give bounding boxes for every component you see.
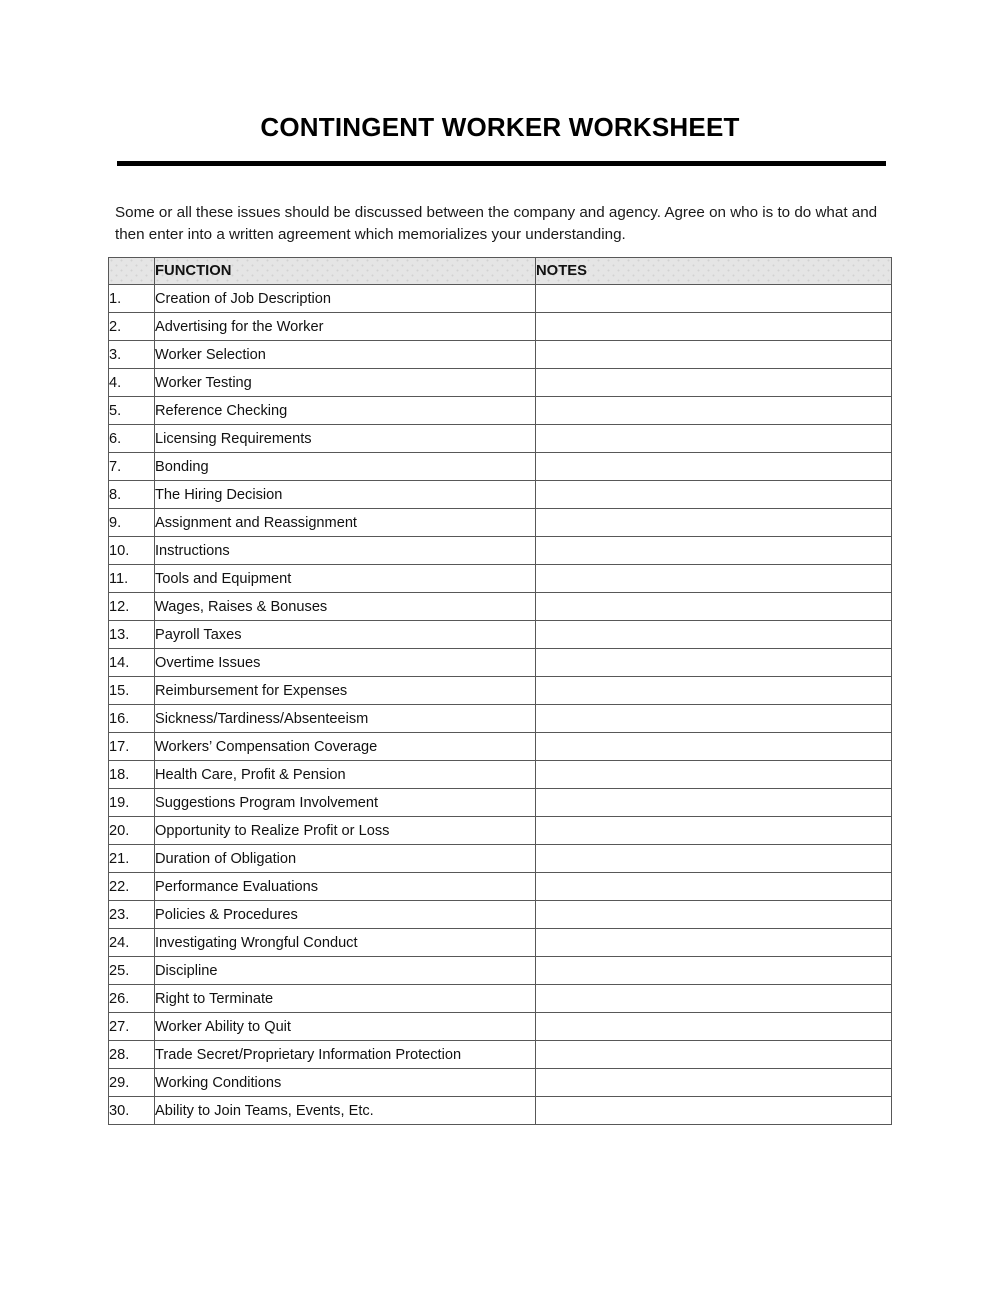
table-row	[109, 929, 892, 957]
row-function-label: Trade Secret/Proprietary Information Protection	[155, 1041, 536, 1069]
row-number: 30.	[109, 1097, 155, 1125]
table-row	[109, 565, 892, 593]
row-number: 2.	[109, 313, 155, 341]
row-function-label: Working Conditions	[155, 1069, 536, 1097]
row-notes-field[interactable]	[536, 537, 892, 565]
row-function-label: Workers’ Compensation Coverage	[155, 733, 536, 761]
row-number: 21.	[109, 845, 155, 873]
row-number: 10.	[109, 537, 155, 565]
table-header	[109, 258, 892, 285]
table-row	[109, 873, 892, 901]
table-row	[109, 313, 892, 341]
row-number: 12.	[109, 593, 155, 621]
row-notes-field[interactable]	[536, 929, 892, 957]
column-header-notes: NOTES	[536, 258, 892, 285]
row-number: 20.	[109, 817, 155, 845]
row-function-label: Worker Testing	[155, 369, 536, 397]
table-row	[109, 901, 892, 929]
row-number: 25.	[109, 957, 155, 985]
row-number: 22.	[109, 873, 155, 901]
row-number: 11.	[109, 565, 155, 593]
row-notes-field[interactable]	[536, 957, 892, 985]
column-header-number	[109, 258, 155, 285]
row-function-label: Overtime Issues	[155, 649, 536, 677]
row-notes-field[interactable]	[536, 985, 892, 1013]
table-row	[109, 341, 892, 369]
row-notes-field[interactable]	[536, 341, 892, 369]
row-number: 15.	[109, 677, 155, 705]
table-row	[109, 537, 892, 565]
table-row	[109, 957, 892, 985]
row-function-label: Reimbursement for Expenses	[155, 677, 536, 705]
row-notes-field[interactable]	[536, 1069, 892, 1097]
page-title: CONTINGENT WORKER WORKSHEET	[260, 112, 740, 142]
column-header-function: FUNCTION	[155, 258, 536, 285]
row-notes-field[interactable]	[536, 397, 892, 425]
table-row	[109, 397, 892, 425]
row-function-label: Tools and Equipment	[155, 565, 536, 593]
row-function-label: Worker Ability to Quit	[155, 1013, 536, 1041]
table-row	[109, 509, 892, 537]
worksheet-table	[108, 257, 892, 1125]
row-notes-field[interactable]	[536, 481, 892, 509]
table-row	[109, 285, 892, 313]
row-notes-field[interactable]	[536, 565, 892, 593]
row-function-label: Performance Evaluations	[155, 873, 536, 901]
row-notes-field[interactable]	[536, 509, 892, 537]
row-function-label: Assignment and Reassignment	[155, 509, 536, 537]
row-notes-field[interactable]	[536, 817, 892, 845]
row-notes-field[interactable]	[536, 677, 892, 705]
row-function-label: Reference Checking	[155, 397, 536, 425]
table-row	[109, 1069, 892, 1097]
row-notes-field[interactable]	[536, 901, 892, 929]
row-number: 5.	[109, 397, 155, 425]
row-number: 1.	[109, 285, 155, 313]
row-number: 17.	[109, 733, 155, 761]
row-function-label: Health Care, Profit & Pension	[155, 761, 536, 789]
row-notes-field[interactable]	[536, 1041, 892, 1069]
row-function-label: Suggestions Program Involvement	[155, 789, 536, 817]
row-number: 14.	[109, 649, 155, 677]
row-function-label: Discipline	[155, 957, 536, 985]
row-notes-field[interactable]	[536, 313, 892, 341]
table-header-row	[109, 258, 892, 285]
table-row	[109, 789, 892, 817]
row-function-label: Duration of Obligation	[155, 845, 536, 873]
table-row	[109, 1041, 892, 1069]
table-row	[109, 1013, 892, 1041]
table-row	[109, 453, 892, 481]
row-notes-field[interactable]	[536, 453, 892, 481]
row-function-label: Payroll Taxes	[155, 621, 536, 649]
row-number: 18.	[109, 761, 155, 789]
row-function-label: Advertising for the Worker	[155, 313, 536, 341]
row-function-label: Bonding	[155, 453, 536, 481]
table-row	[109, 733, 892, 761]
row-number: 29.	[109, 1069, 155, 1097]
table-row	[109, 761, 892, 789]
row-notes-field[interactable]	[536, 425, 892, 453]
row-function-label: Opportunity to Realize Profit or Loss	[155, 817, 536, 845]
row-notes-field[interactable]	[536, 285, 892, 313]
table-row	[109, 677, 892, 705]
row-notes-field[interactable]	[536, 761, 892, 789]
row-number: 28.	[109, 1041, 155, 1069]
table-body	[109, 285, 892, 1125]
table-row	[109, 621, 892, 649]
row-number: 24.	[109, 929, 155, 957]
row-notes-field[interactable]	[536, 621, 892, 649]
row-notes-field[interactable]	[536, 733, 892, 761]
table-row	[109, 845, 892, 873]
table-row	[109, 593, 892, 621]
row-notes-field[interactable]	[536, 1013, 892, 1041]
row-notes-field[interactable]	[536, 705, 892, 733]
row-function-label: Right to Terminate	[155, 985, 536, 1013]
row-number: 3.	[109, 341, 155, 369]
row-notes-field[interactable]	[536, 369, 892, 397]
row-notes-field[interactable]	[536, 873, 892, 901]
row-function-label: Licensing Requirements	[155, 425, 536, 453]
row-function-label: Worker Selection	[155, 341, 536, 369]
row-function-label: Policies & Procedures	[155, 901, 536, 929]
table-row	[109, 1097, 892, 1125]
table-row	[109, 481, 892, 509]
row-function-label: Instructions	[155, 537, 536, 565]
row-notes-field[interactable]	[536, 649, 892, 677]
row-number: 13.	[109, 621, 155, 649]
row-number: 27.	[109, 1013, 155, 1041]
row-function-label: The Hiring Decision	[155, 481, 536, 509]
row-function-label: Creation of Job Description	[155, 285, 536, 313]
row-function-label: Sickness/Tardiness/Absenteeism	[155, 705, 536, 733]
row-number: 23.	[109, 901, 155, 929]
table-row	[109, 817, 892, 845]
row-number: 9.	[109, 509, 155, 537]
row-notes-field[interactable]	[536, 845, 892, 873]
row-number: 7.	[109, 453, 155, 481]
intro-paragraph: Some or all these issues should be discussed between the company and agency. Agree on who is to do what and then enter into a written agreement which memorializes your understanding.	[115, 204, 878, 243]
row-function-label: Wages, Raises & Bonuses	[155, 593, 536, 621]
table-row	[109, 985, 892, 1013]
table-row	[109, 425, 892, 453]
row-notes-field[interactable]	[536, 593, 892, 621]
table-row	[109, 649, 892, 677]
row-number: 6.	[109, 425, 155, 453]
row-notes-field[interactable]	[536, 1097, 892, 1125]
row-number: 8.	[109, 481, 155, 509]
row-number: 26.	[109, 985, 155, 1013]
row-number: 19.	[109, 789, 155, 817]
row-notes-field[interactable]	[536, 789, 892, 817]
table-row	[109, 705, 892, 733]
row-number: 4.	[109, 369, 155, 397]
row-function-label: Investigating Wrongful Conduct	[155, 929, 536, 957]
row-number: 16.	[109, 705, 155, 733]
row-function-label: Ability to Join Teams, Events, Etc.	[155, 1097, 536, 1125]
title-divider-rule	[117, 161, 886, 166]
table-row	[109, 369, 892, 397]
